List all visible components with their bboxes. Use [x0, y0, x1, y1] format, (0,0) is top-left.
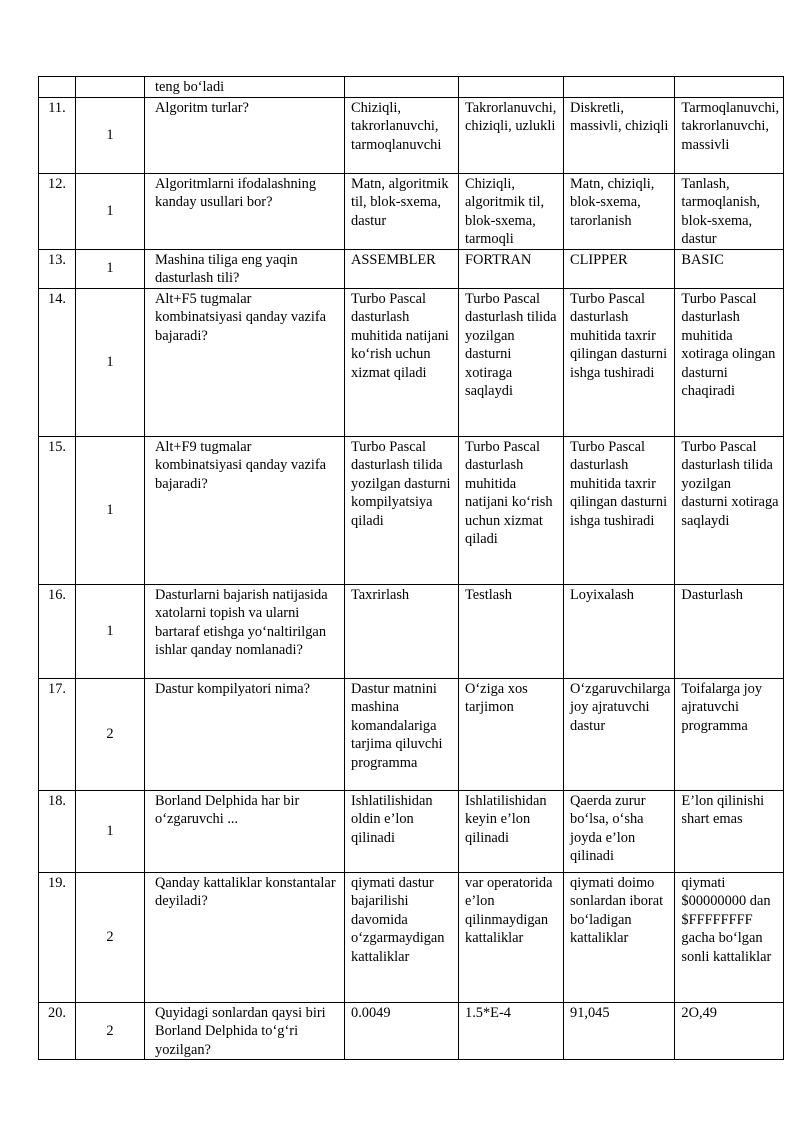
- answer-d: Toifalarga joy ajratuvchi programma: [675, 678, 784, 790]
- table-row: [39, 249, 784, 288]
- table-row: [39, 678, 784, 790]
- answer-c: O‘zgaruvchilarga joy ajratuvchi dastur: [564, 678, 675, 790]
- row-number: 18.: [39, 790, 76, 872]
- answer-a: Matn, algoritmik til, blok-sxema, dastur: [345, 173, 459, 249]
- difficulty-level: 1: [76, 436, 145, 584]
- answer-b: Chiziqli, algoritmik til, blok-sxema, tarmoqli: [459, 173, 564, 249]
- row-number: 17.: [39, 678, 76, 790]
- answer-a: Ishlatilishidan oldin e’lon qilinadi: [345, 790, 459, 872]
- answer-b: Ishlatilishidan keyin e’lon qilinadi: [459, 790, 564, 872]
- difficulty-level: 1: [76, 790, 145, 872]
- answer-a: Turbo Pascal dasturlash muhitida natijani ko‘rish uchun xizmat qiladi: [345, 288, 459, 436]
- answer-c: [564, 77, 675, 98]
- answer-a: qiymati dastur bajarilishi davomida o‘zgarmaydigan kattaliklar: [345, 872, 459, 1002]
- difficulty-level: 1: [76, 249, 145, 288]
- question-text: Alt+F5 tugmalar kombinatsiyasi qanday vazifa bajaradi?: [145, 288, 345, 436]
- question-text: Quyidagi sonlardan qaysi biri Borland Delphida to‘g‘ri yozilgan?: [145, 1002, 345, 1060]
- answer-c: Matn, chiziqli, blok-sxema, tarorlanish: [564, 173, 675, 249]
- answer-d: [675, 77, 784, 98]
- row-number: 13.: [39, 249, 76, 288]
- answer-d: BASIC: [675, 249, 784, 288]
- answer-d: E’lon qilinishi shart emas: [675, 790, 784, 872]
- answer-c: CLIPPER: [564, 249, 675, 288]
- answer-a: [345, 77, 459, 98]
- table-row-continuation: [39, 77, 784, 98]
- answer-a: Chiziqli, takrorlanuvchi, tarmoqlanuvchi: [345, 97, 459, 173]
- answer-b: Turbo Pascal dasturlash tilida yozilgan dasturni xotiraga saqlaydi: [459, 288, 564, 436]
- table-row: [39, 97, 784, 173]
- answer-b: Turbo Pascal dasturlash muhitida natijani ko‘rish uchun xizmat qiladi: [459, 436, 564, 584]
- answer-d: Turbo Pascal dasturlash tilida yozilgan dasturni xotiraga saqlaydi: [675, 436, 784, 584]
- difficulty-level: 1: [76, 97, 145, 173]
- questions-table: [38, 76, 784, 1060]
- difficulty-level: 2: [76, 872, 145, 1002]
- question-text: Alt+F9 tugmalar kombinatsiyasi qanday vazifa bajaradi?: [145, 436, 345, 584]
- row-number: 15.: [39, 436, 76, 584]
- row-number: 12.: [39, 173, 76, 249]
- question-text: Dasturlarni bajarish natijasida xatolarni topish va ularni bartaraf etishga yo‘naltirilgan ishlar qanday nomlanadi?: [145, 584, 345, 678]
- answer-d: Tanlash, tarmoqlanish, blok-sxema, dastur: [675, 173, 784, 249]
- table-row: [39, 173, 784, 249]
- answer-d: Turbo Pascal dasturlash muhitida xotiraga olingan dasturni chaqiradi: [675, 288, 784, 436]
- answer-a: 0.0049: [345, 1002, 459, 1060]
- question-text: Algoritmlarni ifodalashning kanday usullari bor?: [145, 173, 345, 249]
- row-number: [39, 77, 76, 98]
- answer-c: Qaerda zurur bo‘lsa, o‘sha joyda e’lon qilinadi: [564, 790, 675, 872]
- answer-d: Tarmoqlanuvchi, takrorlanuvchi, massivli: [675, 97, 784, 173]
- answer-b: FORTRAN: [459, 249, 564, 288]
- table-row: [39, 1002, 784, 1060]
- row-number: 14.: [39, 288, 76, 436]
- answer-b: O‘ziga xos tarjimon: [459, 678, 564, 790]
- difficulty-level: 1: [76, 288, 145, 436]
- answer-d: qiymati $00000000 dan $FFFFFFFF gacha bo‘lgan sonli kattaliklar: [675, 872, 784, 1002]
- answer-c: Turbo Pascal dasturlash muhitida taxrir qilingan dasturni ishga tushiradi: [564, 288, 675, 436]
- difficulty-level: 1: [76, 173, 145, 249]
- answer-b: var operatorida e’lon qilinmaydigan kattaliklar: [459, 872, 564, 1002]
- answer-a: Dastur matnini mashina komandalariga tarjima qiluvchi programma: [345, 678, 459, 790]
- answer-a: Taxrirlash: [345, 584, 459, 678]
- question-text: Dastur kompilyatori nima?: [145, 678, 345, 790]
- difficulty-level: [76, 77, 145, 98]
- answer-c: Diskretli, massivli, chiziqli: [564, 97, 675, 173]
- answer-c: qiymati doimo sonlardan iborat bo‘ladigan kattaliklar: [564, 872, 675, 1002]
- table-row: [39, 872, 784, 1002]
- difficulty-level: 2: [76, 1002, 145, 1060]
- question-text: Qanday kattaliklar konstantalar deyiladi?: [145, 872, 345, 1002]
- answer-b: Testlash: [459, 584, 564, 678]
- question-text: Algoritm turlar?: [145, 97, 345, 173]
- answer-a: ASSEMBLER: [345, 249, 459, 288]
- row-number: 19.: [39, 872, 76, 1002]
- answer-b: Takrorlanuvchi, chiziqli, uzlukli: [459, 97, 564, 173]
- difficulty-level: 1: [76, 584, 145, 678]
- answer-d: 2O,49: [675, 1002, 784, 1060]
- answer-b: [459, 77, 564, 98]
- question-text: teng bo‘ladi: [145, 77, 345, 98]
- answer-c: Turbo Pascal dasturlash muhitida taxrir qilingan dasturni ishga tushiradi: [564, 436, 675, 584]
- answer-b: 1.5*E-4: [459, 1002, 564, 1060]
- question-text: Mashina tiliga eng yaqin dasturlash tili?: [145, 249, 345, 288]
- row-number: 11.: [39, 97, 76, 173]
- table-row: [39, 584, 784, 678]
- answer-c: Loyixalash: [564, 584, 675, 678]
- answer-a: Turbo Pascal dasturlash tilida yozilgan dasturni kompilyatsiya qiladi: [345, 436, 459, 584]
- table-row: [39, 790, 784, 872]
- row-number: 16.: [39, 584, 76, 678]
- answer-d: Dasturlash: [675, 584, 784, 678]
- table-row: [39, 436, 784, 584]
- answer-c: 91,045: [564, 1002, 675, 1060]
- row-number: 20.: [39, 1002, 76, 1060]
- question-text: Borland Delphida har bir o‘zgaruvchi ...: [145, 790, 345, 872]
- difficulty-level: 2: [76, 678, 145, 790]
- table-row: [39, 288, 784, 436]
